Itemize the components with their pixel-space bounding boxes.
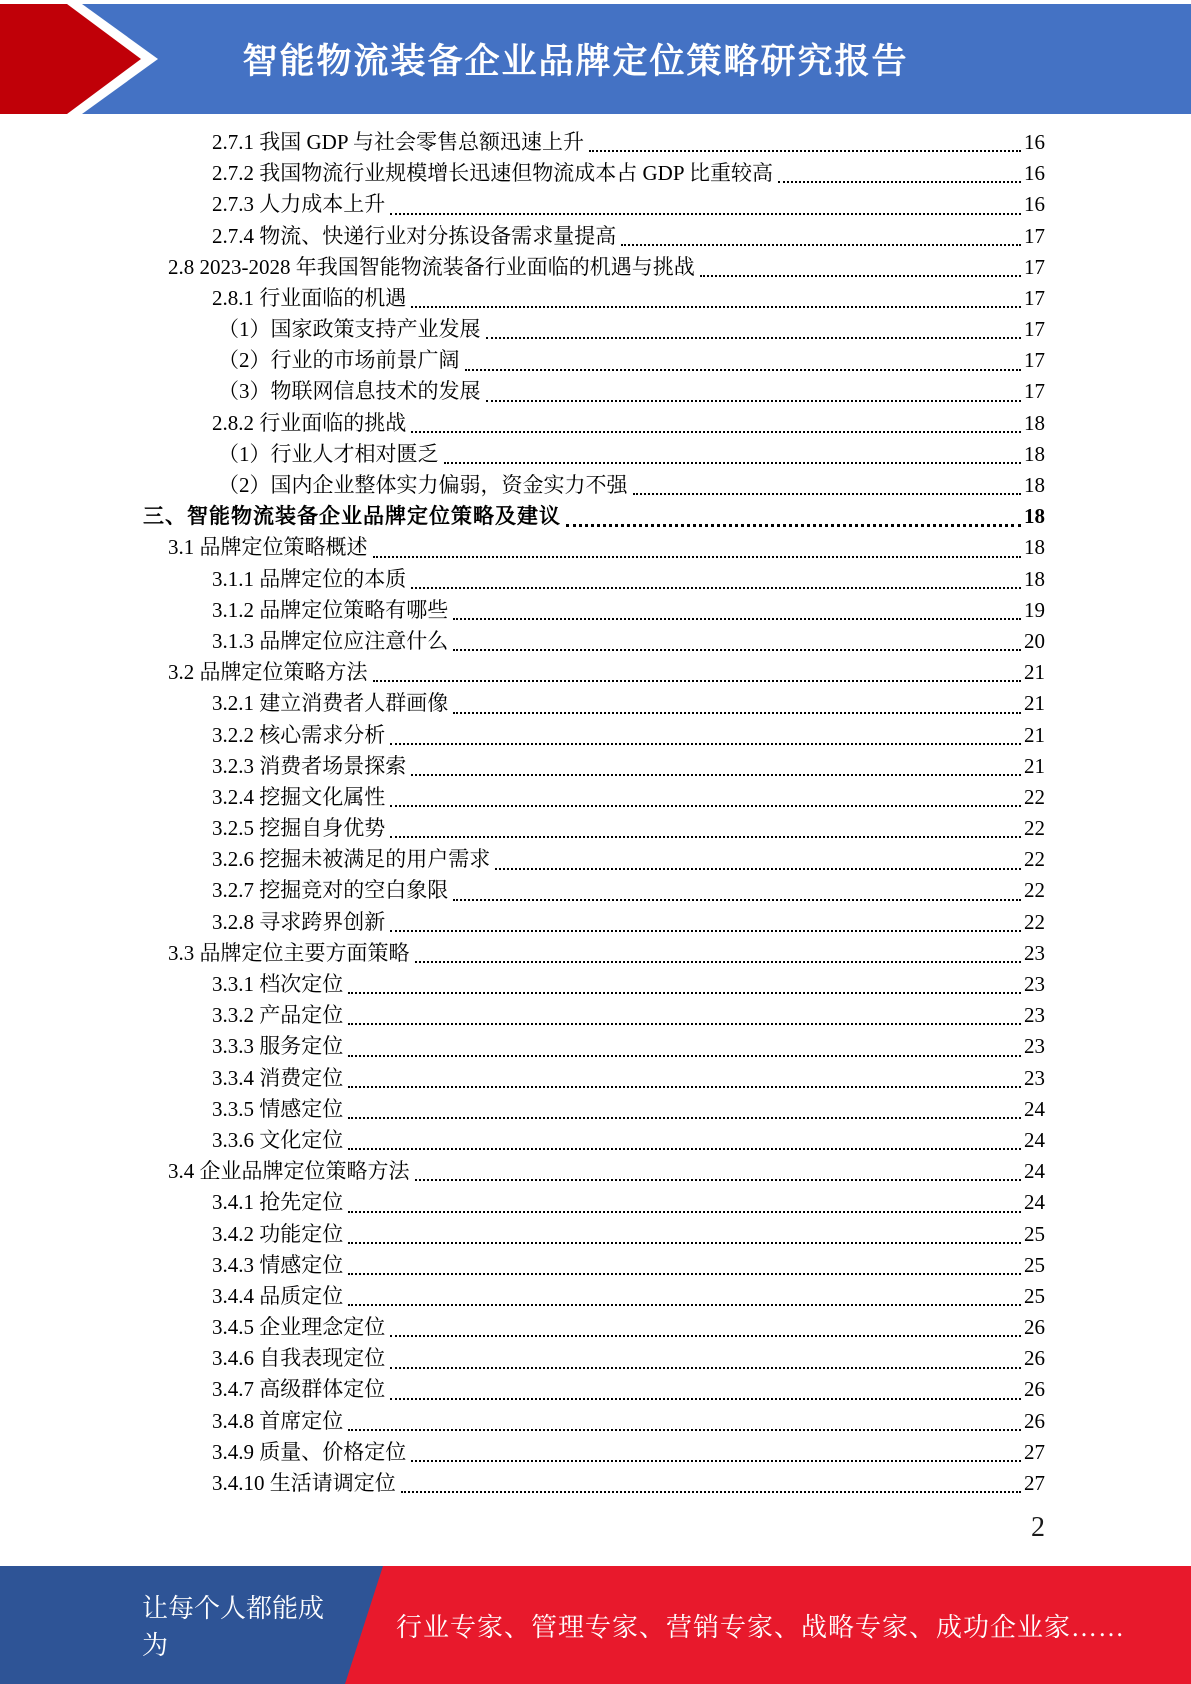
toc-dot-leader xyxy=(390,836,1021,838)
toc-entry[interactable] xyxy=(143,1219,1045,1250)
toc-dot-leader xyxy=(415,961,1022,963)
toc-entry-page: 18 xyxy=(1024,473,1045,498)
toc-dot-leader xyxy=(390,930,1021,932)
toc-entry-page: 25 xyxy=(1024,1283,1045,1308)
toc-entry-label: 2.7.4 物流、快递行业对分拣设备需求量提高 xyxy=(212,223,617,248)
report-header-banner xyxy=(0,4,1191,114)
toc-entry[interactable] xyxy=(143,439,1045,470)
toc-entry-label: 3.2.8 寻求跨界创新 xyxy=(212,909,386,934)
toc-entry-page: 21 xyxy=(1024,753,1045,778)
toc-entry-page: 18 xyxy=(1024,535,1045,560)
toc-dot-leader xyxy=(348,1055,1021,1057)
toc-dot-leader xyxy=(348,1086,1021,1088)
toc-entry[interactable] xyxy=(143,158,1045,189)
toc-entry[interactable] xyxy=(143,1031,1045,1062)
toc-entry-label: 3.1.3 品牌定位应注意什么 xyxy=(212,628,449,653)
toc-entry-label: 3.1.2 品牌定位策略有哪些 xyxy=(212,597,449,622)
toc-entry-page: 23 xyxy=(1024,1065,1045,1090)
toc-dot-leader xyxy=(390,743,1021,745)
toc-entry-page: 20 xyxy=(1024,628,1045,653)
toc-entry-label: 3.3.6 文化定位 xyxy=(212,1127,344,1152)
toc-dot-leader xyxy=(390,1335,1021,1337)
toc-entry[interactable] xyxy=(143,127,1045,158)
toc-dot-leader xyxy=(411,1460,1021,1462)
toc-entry-page: 26 xyxy=(1024,1315,1045,1340)
toc-dot-leader xyxy=(390,213,1021,215)
toc-entry-label: 3.4.10 生活请调定位 xyxy=(212,1471,396,1496)
footer-slogan-right: 行业专家、管理专家、营销专家、战略专家、成功企业家…… xyxy=(396,1612,1126,1642)
toc-entry-page: 22 xyxy=(1024,847,1045,872)
toc-entry-page: 18 xyxy=(1024,504,1045,529)
toc-entry-label: （2）行业的市场前景广阔 xyxy=(218,348,460,373)
toc-entry-page: 16 xyxy=(1024,192,1045,217)
toc-entry-label: （3）物联网信息技术的发展 xyxy=(218,379,481,404)
toc-entry[interactable] xyxy=(143,938,1045,969)
toc-entry-page: 26 xyxy=(1024,1408,1045,1433)
toc-entry-page: 22 xyxy=(1024,816,1045,841)
toc-entry-label: 2.8.1 行业面临的机遇 xyxy=(212,285,407,310)
toc-dot-leader xyxy=(566,524,1021,527)
report-title: 智能物流装备企业品牌定位策略研究报告 xyxy=(242,42,909,81)
toc-entry-page: 22 xyxy=(1024,878,1045,903)
toc-entry[interactable] xyxy=(143,1406,1045,1437)
toc-entry[interactable] xyxy=(143,532,1045,563)
toc-dot-leader xyxy=(453,712,1021,714)
toc-entry[interactable] xyxy=(143,969,1045,1000)
toc-dot-leader xyxy=(348,1242,1021,1244)
toc-entry[interactable] xyxy=(143,1343,1045,1374)
toc-entry-page: 21 xyxy=(1024,660,1045,685)
footer-banner xyxy=(0,1566,1191,1684)
toc-entry[interactable] xyxy=(143,1094,1045,1125)
toc-entry-page: 17 xyxy=(1024,317,1045,342)
toc-dot-leader xyxy=(348,1117,1021,1119)
toc-entry-label: 3.3.5 情感定位 xyxy=(212,1096,344,1121)
toc-dot-leader xyxy=(348,1304,1021,1306)
toc-dot-leader xyxy=(465,369,1022,371)
toc-dot-leader xyxy=(411,306,1021,308)
toc-entry-label: 3.4.4 品质定位 xyxy=(212,1283,344,1308)
toc-dot-leader xyxy=(348,1023,1021,1025)
toc-entry-label: 3.4.8 首席定位 xyxy=(212,1408,344,1433)
toc-entry-page: 18 xyxy=(1024,566,1045,591)
toc-entry-label: 3.2.6 挖掘未被满足的用户需求 xyxy=(212,847,491,872)
toc-entry[interactable] xyxy=(143,221,1045,252)
toc-entry-label: 3.3.4 消费定位 xyxy=(212,1065,344,1090)
toc-dot-leader xyxy=(401,1491,1021,1493)
footer-slogan-left: 让每个人都能成为 xyxy=(142,1594,325,1660)
toc-dot-leader xyxy=(444,462,1022,464)
toc-entry[interactable] xyxy=(143,657,1045,688)
toc-entry[interactable] xyxy=(143,1250,1045,1281)
toc-entry[interactable] xyxy=(143,345,1045,376)
toc-entry[interactable] xyxy=(143,1125,1045,1156)
toc-entry-label: 3.4.5 企业理念定位 xyxy=(212,1315,386,1340)
toc-entry-label: 三、智能物流装备企业品牌定位策略及建议 xyxy=(143,505,561,529)
toc-entry-label: 3.4.2 功能定位 xyxy=(212,1221,344,1246)
toc-entry-page: 21 xyxy=(1024,722,1045,747)
toc-entry-page: 19 xyxy=(1024,597,1045,622)
toc-dot-leader xyxy=(411,774,1021,776)
toc-entry[interactable] xyxy=(143,1156,1045,1187)
toc-entry[interactable] xyxy=(143,813,1045,844)
toc-entry-label: 2.7.2 我国物流行业规模增长迅速但物流成本占 GDP 比重较高 xyxy=(212,161,773,186)
toc-dot-leader xyxy=(453,618,1021,620)
toc-dot-leader xyxy=(415,1179,1022,1181)
toc-entry-page: 23 xyxy=(1024,1003,1045,1028)
toc-entry-label: （2）国内企业整体实力偏弱，资金实力不强 xyxy=(218,473,628,498)
toc-entry-label: 2.7.1 我国 GDP 与社会零售总额迅速上升 xyxy=(212,129,584,154)
toc-list xyxy=(143,127,1045,1499)
toc-entry-label: 3.3.1 档次定位 xyxy=(212,972,344,997)
toc-entry[interactable] xyxy=(143,688,1045,719)
toc-dot-leader xyxy=(486,400,1022,402)
toc-dot-leader xyxy=(411,587,1021,589)
toc-dot-leader xyxy=(633,493,1022,495)
toc-dot-leader xyxy=(390,1367,1021,1369)
toc-dot-leader xyxy=(348,1429,1021,1431)
toc-entry-label: 3.4.3 情感定位 xyxy=(212,1252,344,1277)
toc-entry-label: 3.4.7 高级群体定位 xyxy=(212,1377,386,1402)
toc-entry-label: 3.2 品牌定位策略方法 xyxy=(168,660,368,685)
toc-entry-label: 3.3.3 服务定位 xyxy=(212,1034,344,1059)
toc-entry-label: 3.3.2 产品定位 xyxy=(212,1003,344,1028)
toc-entry-page: 24 xyxy=(1024,1127,1045,1152)
toc-entry-label: 3.1 品牌定位策略概述 xyxy=(168,535,368,560)
toc-dot-leader xyxy=(348,992,1021,994)
toc-entry-page: 17 xyxy=(1024,254,1045,279)
toc-entry-page: 17 xyxy=(1024,223,1045,248)
toc-entry-page: 18 xyxy=(1024,410,1045,435)
toc-entry-page: 17 xyxy=(1024,379,1045,404)
toc-entry[interactable] xyxy=(143,189,1045,220)
toc-entry[interactable] xyxy=(143,1187,1045,1218)
toc-entry-label: 3.4.1 抢先定位 xyxy=(212,1190,344,1215)
toc-entry-page: 21 xyxy=(1024,691,1045,716)
toc-entry[interactable] xyxy=(143,844,1045,875)
toc-entry[interactable] xyxy=(143,470,1045,501)
toc-entry-page: 22 xyxy=(1024,909,1045,934)
toc-entry-page: 24 xyxy=(1024,1096,1045,1121)
toc-entry[interactable] xyxy=(143,314,1045,345)
toc-entry-label: 3.3 品牌定位主要方面策略 xyxy=(168,940,410,965)
toc-entry-label: 3.1.1 品牌定位的本质 xyxy=(212,566,407,591)
toc-entry[interactable] xyxy=(143,283,1045,314)
toc-dot-leader xyxy=(495,868,1021,870)
toc-entry-label: 3.4 企业品牌定位策略方法 xyxy=(168,1159,410,1184)
toc-entry[interactable] xyxy=(143,1063,1045,1094)
toc-entry-label: （1）国家政策支持产业发展 xyxy=(218,317,481,342)
toc-entry-page: 22 xyxy=(1024,784,1045,809)
toc-entry[interactable] xyxy=(143,782,1045,813)
toc-entry-label: 3.4.6 自我表现定位 xyxy=(212,1346,386,1371)
toc-entry-label: 2.7.3 人力成本上升 xyxy=(212,192,386,217)
toc-dot-leader xyxy=(589,150,1021,152)
toc-dot-leader xyxy=(700,275,1021,277)
toc-entry-page: 26 xyxy=(1024,1377,1045,1402)
toc-entry-label: 3.2.5 挖掘自身优势 xyxy=(212,816,386,841)
toc-entry-page: 24 xyxy=(1024,1159,1045,1184)
toc-entry-label: （1）行业人才相对匮乏 xyxy=(218,441,439,466)
toc-entry-page: 17 xyxy=(1024,285,1045,310)
toc-entry[interactable] xyxy=(143,595,1045,626)
toc-entry-page: 27 xyxy=(1024,1471,1045,1496)
toc-entry[interactable] xyxy=(143,876,1045,907)
toc-dot-leader xyxy=(348,1211,1021,1213)
toc-entry-label: 2.8 2023-2028 年我国智能物流装备行业面临的机遇与挑战 xyxy=(168,254,695,279)
toc-entry[interactable] xyxy=(143,252,1045,283)
toc-entry-page: 16 xyxy=(1024,161,1045,186)
toc-entry-page: 25 xyxy=(1024,1221,1045,1246)
toc-entry-label: 3.2.7 挖掘竞对的空白象限 xyxy=(212,878,449,903)
toc-entry[interactable] xyxy=(143,501,1045,532)
toc-entry[interactable] xyxy=(143,408,1045,439)
toc-dot-leader xyxy=(453,899,1021,901)
toc-entry-page: 23 xyxy=(1024,1034,1045,1059)
toc-entry-page: 24 xyxy=(1024,1190,1045,1215)
toc-entry[interactable] xyxy=(143,1000,1045,1031)
toc-dot-leader xyxy=(411,431,1021,433)
toc-entry[interactable] xyxy=(143,564,1045,595)
toc-entry[interactable] xyxy=(143,1468,1045,1499)
toc-entry-page: 23 xyxy=(1024,972,1045,997)
toc-entry-page: 26 xyxy=(1024,1346,1045,1371)
toc-dot-leader xyxy=(348,1273,1021,1275)
toc-entry[interactable] xyxy=(143,720,1045,751)
toc-dot-leader xyxy=(390,1398,1021,1400)
toc-entry[interactable] xyxy=(143,907,1045,938)
toc-entry[interactable] xyxy=(143,751,1045,782)
toc-entry-label: 3.2.4 挖掘文化属性 xyxy=(212,784,386,809)
toc-entry-page: 25 xyxy=(1024,1252,1045,1277)
toc-entry-label: 3.2.3 消费者场景探索 xyxy=(212,753,407,778)
toc-dot-leader xyxy=(621,244,1021,246)
toc-dot-leader xyxy=(453,649,1021,651)
toc-dot-leader xyxy=(778,181,1021,183)
toc-entry-label: 3.2.1 建立消费者人群画像 xyxy=(212,691,449,716)
page-number: 2 xyxy=(1031,1512,1045,1543)
toc-entry-page: 16 xyxy=(1024,129,1045,154)
toc-entry-page: 18 xyxy=(1024,441,1045,466)
toc-entry-label: 3.2.2 核心需求分析 xyxy=(212,722,386,747)
toc-entry[interactable] xyxy=(143,377,1045,408)
toc-entry-label: 2.8.2 行业面临的挑战 xyxy=(212,410,407,435)
toc-entry[interactable] xyxy=(143,1281,1045,1312)
toc-entry[interactable] xyxy=(143,1437,1045,1468)
toc-entry-page: 17 xyxy=(1024,348,1045,373)
toc-entry[interactable] xyxy=(143,1375,1045,1406)
toc-entry-page: 23 xyxy=(1024,940,1045,965)
toc-dot-leader xyxy=(373,680,1022,682)
toc-entry[interactable] xyxy=(143,626,1045,657)
toc-dot-leader xyxy=(373,556,1022,558)
toc-dot-leader xyxy=(390,805,1021,807)
toc-dot-leader xyxy=(486,337,1022,339)
toc-entry-page: 27 xyxy=(1024,1439,1045,1464)
toc-dot-leader xyxy=(348,1148,1021,1150)
toc-entry-label: 3.4.9 质量、价格定位 xyxy=(212,1439,407,1464)
toc-entry[interactable] xyxy=(143,1312,1045,1343)
